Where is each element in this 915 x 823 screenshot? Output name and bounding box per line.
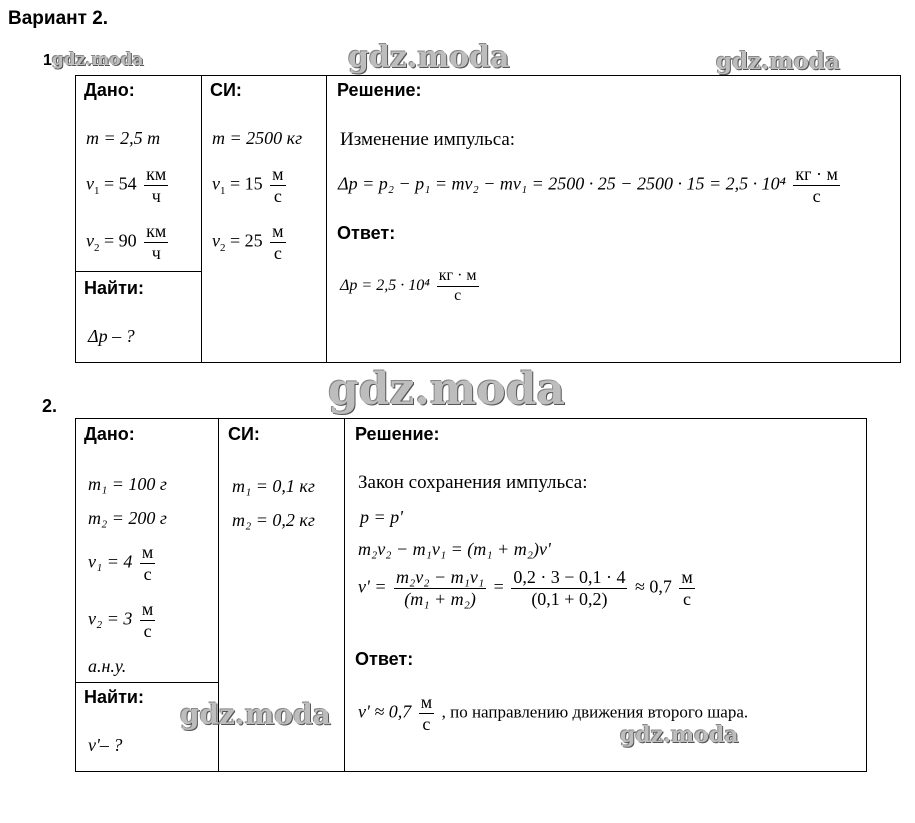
solution-header: Решение: (337, 80, 422, 100)
given-mass-2: m₂ = 200 г (88, 508, 167, 528)
find-quantity: Δp – ? (88, 326, 135, 346)
unit-denominator: с (812, 185, 821, 206)
find-header: Найти: (84, 278, 144, 298)
subscript: 1 (220, 185, 226, 198)
formula-left: v' = (358, 576, 387, 597)
value-fraction (511, 568, 627, 609)
si-mass: m = 2500 кг (212, 128, 303, 148)
subscript: 2 (220, 242, 226, 255)
value: = 54 (99, 173, 137, 194)
find-header: Найти: (84, 687, 144, 707)
problem-2-number: 2. (42, 396, 58, 416)
fraction-denominator: (0,1 + 0,2) (531, 588, 608, 609)
watermark-logo: gdz.moda (620, 722, 739, 748)
unit-denominator: с (273, 242, 282, 263)
unit-fraction (140, 600, 155, 641)
subscript: 2 (94, 242, 100, 255)
answer-header: Ответ: (337, 223, 396, 243)
value: = 15 (225, 173, 263, 194)
fraction-numerator: 0,2 · 3 − 0,1 · 4 (513, 567, 626, 587)
equals-sign: = (493, 576, 504, 597)
unit-numerator: кг · м (795, 164, 838, 184)
answer-formula (340, 268, 482, 305)
si-velocity-2 (212, 222, 289, 263)
unit-fraction (419, 693, 434, 734)
unit-fraction (679, 568, 694, 609)
watermark-logo: gdz.moda (348, 40, 510, 75)
unit-denominator: с (273, 185, 282, 206)
given-header: Дано: (84, 80, 135, 100)
var-v: v (86, 230, 94, 251)
given-velocity-2 (88, 600, 158, 641)
unit-numerator: м (141, 542, 154, 562)
problem-1-number: 1 (43, 52, 52, 69)
column-divider (201, 75, 202, 363)
unit-fraction (270, 222, 285, 263)
unit-denominator: с (454, 286, 462, 304)
unit-denominator: с (422, 713, 431, 734)
equation-2: m₂v₂ − m₁v₁ = (m₁ + m₂)v' (358, 539, 551, 559)
answer-header: Ответ: (355, 649, 414, 669)
given-mass-1: m₁ = 100 г (88, 474, 167, 494)
si-mass-2: m₂ = 0,2 кг (232, 510, 315, 530)
watermark-logo: gdz.moda (716, 48, 840, 75)
equation-1: p = p' (360, 507, 403, 527)
var-v: v (86, 173, 94, 194)
row-divider (75, 682, 219, 683)
solution-header: Решение: (355, 424, 440, 444)
unit-fraction (793, 165, 840, 206)
given-velocity-1 (88, 543, 158, 584)
unit-numerator: м (420, 692, 433, 712)
given-mass: m = 2,5 т (86, 128, 161, 148)
si-mass-1: m₁ = 0,1 кг (232, 476, 315, 496)
row-divider (75, 271, 202, 272)
unit-numerator: км (146, 221, 167, 241)
unit-numerator: км (146, 164, 167, 184)
unit-fraction (144, 165, 168, 206)
unit-denominator: с (143, 620, 152, 641)
si-header: СИ: (228, 424, 260, 444)
subscript: 1 (94, 185, 100, 198)
var-v: v (212, 230, 220, 251)
column-divider (344, 418, 345, 772)
unit-numerator: м (272, 221, 284, 241)
unit-numerator: кг · м (437, 268, 479, 287)
formula: v₁ = 4 (88, 551, 133, 572)
var-v: v (212, 173, 220, 194)
unit-numerator: м (681, 567, 693, 587)
watermark-logo: gdz.moda (328, 364, 566, 415)
problem-1-table (75, 75, 901, 363)
unit-denominator: ч (151, 242, 161, 263)
unit-denominator: ч (151, 185, 161, 206)
unit-numerator: м (141, 599, 154, 619)
given-velocity-1 (86, 165, 171, 206)
unit-fraction (437, 268, 479, 305)
watermark-logo: gdz.moda (180, 698, 331, 731)
answer-text: , по направлению движения второго шара. (441, 702, 749, 722)
solution-text: Изменение импульса: (340, 129, 516, 150)
formula: v₂ = 3 (88, 608, 133, 629)
fraction-denominator: (m₁ + m₂) (404, 588, 476, 609)
answer-formula: v' ≈ 0,7 (358, 701, 412, 722)
solution-formula (338, 165, 843, 206)
unit-denominator: с (143, 563, 152, 584)
si-header: СИ: (210, 80, 242, 100)
unit-fraction (140, 543, 155, 584)
page-title: Вариант 2. (8, 8, 109, 29)
unit-fraction (270, 165, 285, 206)
unit-denominator: с (683, 588, 692, 609)
fraction-numerator: m₂v₂ − m₁v₁ (396, 567, 485, 587)
value: = 90 (99, 230, 137, 251)
formula-fraction (394, 568, 486, 609)
unit-numerator: м (272, 164, 284, 184)
si-velocity-1 (212, 165, 289, 206)
solution-text: Закон сохранения импульса: (358, 472, 588, 493)
approx-result: ≈ 0,7 (634, 576, 672, 597)
value: = 25 (225, 230, 263, 251)
column-divider (326, 75, 327, 363)
given-note: а.н.у. (88, 656, 127, 676)
unit-fraction (144, 222, 168, 263)
formula: Δp = p₂ − p₁ = mv₂ − mv₁ = 2500 · 25 − 2500 · 15 = 2,5 · 10⁴ (338, 173, 786, 194)
find-quantity: v'– ? (88, 735, 123, 755)
equation-3 (358, 568, 698, 609)
watermark-logo: gdz.moda (52, 50, 144, 70)
given-header: Дано: (84, 424, 135, 444)
formula: Δp = 2,5 · 10⁴ (340, 276, 430, 294)
given-velocity-2 (86, 222, 171, 263)
